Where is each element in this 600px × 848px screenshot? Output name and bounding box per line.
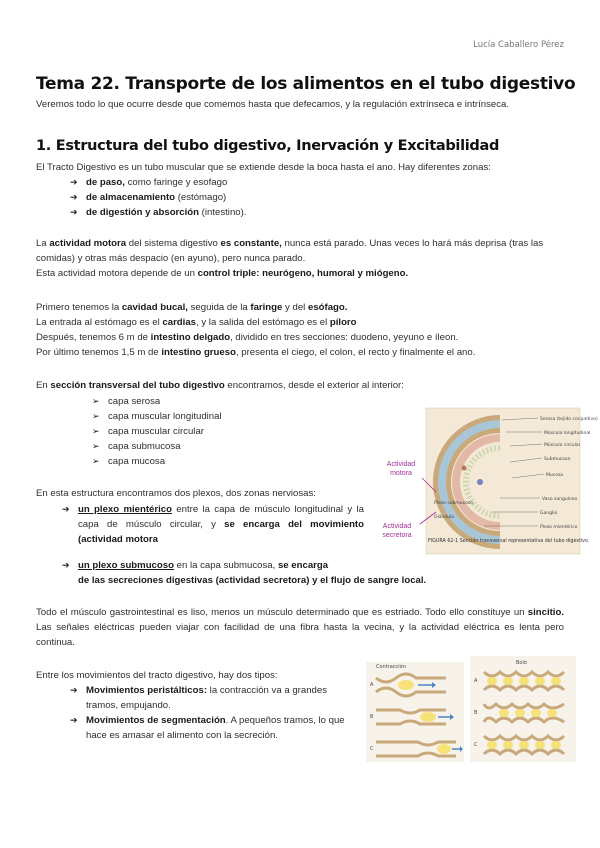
part-label: Músculo circular xyxy=(544,443,581,448)
muscle-paragraph: Todo el músculo gastrointestinal es liso, menos un músculo determinado que es estriado. Todo ello constituye un sincitio. Las señales eléctricas pueden viajar con facilidad de una fibra hasta la vecina, y la actividad eléctrica es lenta pero continua. xyxy=(36,607,564,648)
plexo1-list xyxy=(62,502,364,547)
page-title: Tema 22. Transporte de los alimentos en el tubo digestivo xyxy=(36,74,576,94)
list-item: ➢ capa muscular longitudinal xyxy=(92,409,222,424)
movements-figure xyxy=(366,656,576,762)
contraction-label: Contracción xyxy=(376,664,406,670)
zones-list xyxy=(70,175,246,220)
part-label: Plexo mientérico xyxy=(540,525,578,530)
movements-list xyxy=(70,683,360,743)
svg-text:B: B xyxy=(370,714,374,720)
cross-section-diagram xyxy=(372,408,598,556)
list-item: ➔ de paso, como faringe y esofago xyxy=(70,175,246,190)
movements-diagram xyxy=(366,656,576,762)
part-label: Plexo submucoso xyxy=(434,501,473,506)
list-item: ➢ capa submucosa xyxy=(92,439,222,454)
bolus-label: Bolo xyxy=(516,660,527,666)
part-label: Vaso sanguíneo xyxy=(542,497,578,502)
svg-text:C: C xyxy=(370,746,374,752)
layers-list xyxy=(92,394,222,469)
intro-paragraph: Veremos todo lo que ocurre desde que comemos hasta que defecamos, y la regulación extrínseca e intrínseca. xyxy=(36,99,510,110)
part-label: Glándula xyxy=(434,515,455,520)
part-label: Ganglio xyxy=(540,511,558,516)
section-heading: 1. Estructura del tubo digestivo, Inervación y Excitabilidad xyxy=(36,138,500,154)
part-label: Músculo longitudinal xyxy=(544,431,591,436)
control-paragraph: Esta actividad motora depende de un control triple: neurógeno, humoral y miógeno. xyxy=(36,268,409,279)
secretory-activity-label: Actividad secretora xyxy=(382,523,412,539)
movements-intro: Entre los movimientos del tracto digestivo, hay dos tipos: xyxy=(36,670,278,681)
part-label: Submucosa xyxy=(544,457,571,462)
section-paragraph: En sección transversal del tubo digestivo encontramos, desde el exterior al interior: xyxy=(36,380,404,391)
list-item: ➔ Movimientos de segmentación. A pequeños tramos, lo que hace es amasar el alimento con la secreción. xyxy=(70,713,360,743)
list-item: ➢ capa muscular circular xyxy=(92,424,222,439)
motor-paragraph: La actividad motora del sistema digestivo es constante, nunca está parado. Unas veces lo hará más deprisa (tras las comidas) y otras más despacio (en ayuno), pero nunca parado. xyxy=(36,238,544,264)
list-item: ➔ un plexo mientérico entre la capa de músculo longitudinal y la capa de músculo circular, y se encarga del movimiento (actividad motora xyxy=(62,502,364,547)
svg-text:B: B xyxy=(474,710,478,716)
list-item: ➔ de digestión y absorción (intestino). xyxy=(70,205,246,220)
svg-text:A: A xyxy=(370,682,374,688)
list-item: ➢ capa mucosa xyxy=(92,454,222,469)
list-item: ➔ de almacenamiento (estómago) xyxy=(70,190,246,205)
motor-activity-label: Actividad motora xyxy=(386,461,416,477)
author-name: Lucía Caballero Pérez xyxy=(473,40,564,50)
cross-section-figure xyxy=(372,408,598,556)
part-label: Mucosa xyxy=(546,473,564,478)
svg-text:A: A xyxy=(474,678,478,684)
tract-paragraph: El Tracto Digestivo es un tubo muscular que se extiende desde la boca hasta el ano. Hay diferentes zonas: xyxy=(36,162,491,173)
part-label: Serosa (tejido conjuntivo) xyxy=(540,417,598,422)
plexo2-list xyxy=(62,558,482,588)
list-item: ➔ un plexo submucoso en la capa submucosa, se encarga de las secreciones digestivas (actividad secretora) y el flujo de sangre local. xyxy=(62,558,482,588)
list-item: ➢ capa serosa xyxy=(92,394,222,409)
svg-text:C: C xyxy=(474,742,478,748)
anatomy-paragraph: Primero tenemos la cavidad bucal, seguida de la faringe y del esófago. La entrada al estómago es el cardias, y la salida del estómago es el píloro Después, tenemos 6 m de intestino delgado, dividido en tres secciones: duodeno, yeyuno e íleon. Por último tenemos 1,5 m de intestino grueso, presenta el ciego, el colon, el recto y finalmente el ano. xyxy=(36,302,476,358)
list-item: ➔ Movimientos peristálticos: la contracción va a grandes tramos, empujando. xyxy=(70,683,360,713)
plexos-intro: En esta estructura encontramos dos plexos, dos zonas nerviosas: xyxy=(36,488,316,499)
figure-caption: FIGURA 62-1 Sección transversal representativa del tubo digestivo. xyxy=(428,539,590,544)
